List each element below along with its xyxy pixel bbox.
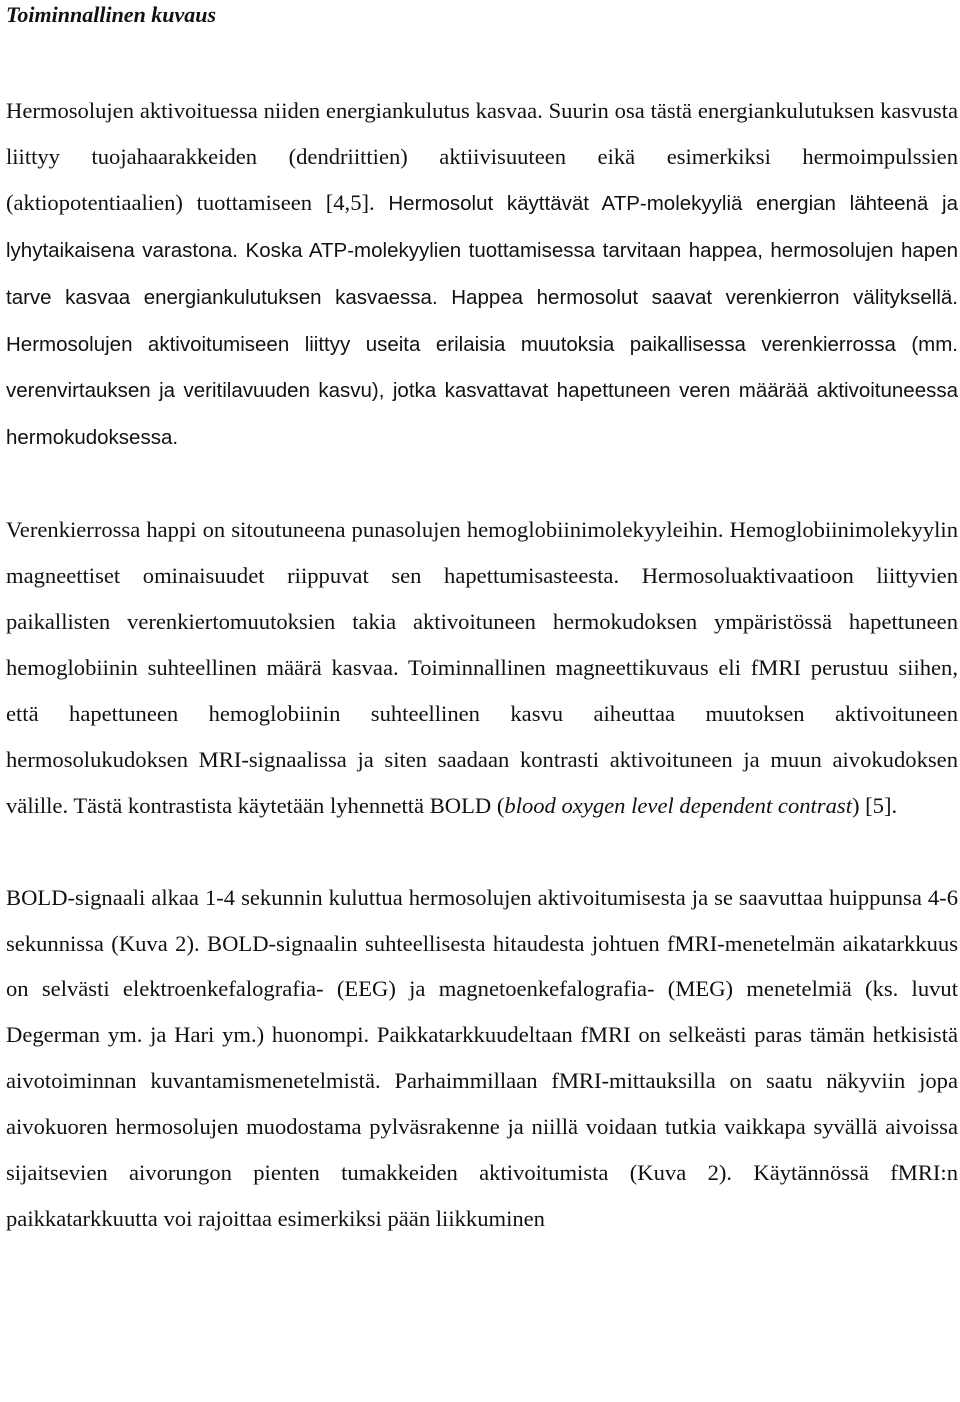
paragraph-3 [6, 875, 958, 1242]
paragraph-1-text-a: Hermosolujen aktivoituessa niiden energiankulutus kasvaa. Suurin osa tästä energiankulutuksen kasvusta liittyy tuojahaarakkeiden (dendriittien) aktiivisuuteen eikä esimerkiksi hermoimpulssien (aktiopotentiaalien) tuottamiseen [4,5]. [6, 98, 958, 215]
paragraph-2-text-c: ) [5]. [851, 792, 898, 818]
spacer [6, 30, 958, 88]
paragraph-2 [6, 507, 958, 828]
document-page [6, 0, 958, 1242]
paragraph-3-text: BOLD-signaali alkaa 1-4 sekunnin kuluttua hermosolujen aktivoitumisesta ja se saavuttaa huippunsa 4-6 sekunnissa (Kuva 2). BOLD-signaalin suhteellisesta hitaudesta johtuen fMRI-menetelmän aikatarkkuus on selvästi elektroenkefalografia- (EEG) ja magnetoenkefalografia- (MEG) menetelmiä (ks. luvut Degerman ym. ja Hari ym.) huonompi. Paikkatarkkuudeltaan fMRI on selkeästi paras tämän hetkisistä aivotoiminnan kuvantamismenetelmistä. Parhaimmillaan fMRI-mittauksilla on saatu näkyviin jopa aivokuoren hermosolujen muodostama pylväsrakenne ja niillä voidaan tutkia vaikkapa syvällä aivoissa sijaitsevien aivorungon pienten tumakkeiden aktivoitumista (Kuva 2). Käytännössä fMRI:n paikkatarkkuutta voi rajoittaa esimerkiksi pään liikkuminen [6, 884, 958, 1231]
paragraph-1 [6, 88, 958, 461]
spacer [6, 461, 958, 507]
paragraph-1-text-b: Hermosolut käyttävät ATP-molekyyliä energian lähteenä ja lyhytaikaisena varastona. Koska ATP-molekyylien tuottamisessa tarvitaan happea, hermosolujen hapen tarve kasvaa energiankulutuksen kasvaessa. Happea hermosolut saavat verenkierron välityksellä. Hermosolujen aktivoitumiseen liittyy useita erilaisia muutoksia paikallisessa verenkierrossa (mm. verenvirtauksen ja veritilavuuden kasvu), jotka kasvattavat hapettuneen veren määrää aktivoituneessa hermokudoksessa. [6, 191, 959, 450]
paragraph-2-text-a: Verenkierrossa happi on sitoutuneena punasolujen hemoglobiinimolekyyleihin. Hemoglobiinimolekyylin magneettiset ominaisuudet riippuvat sen hapettumisasteesta. Hermosoluaktivaatioon liittyvien paikallisten verenkiertomuutoksien takia aktivoituneen hermokudoksen ympäristössä hapettuneen hemoglobiinin suhteellinen määrä kasvaa. Toiminnallinen magneettikuvaus eli fMRI perustuu siihen, että hapettuneen hemoglobiinin suhteellinen kasvu aiheuttaa muutoksen aktivoituneen hermosolukudoksen MRI-signaalissa ja siten saadaan kontrasti aktivoituneen ja muun aivokudoksen välille. Tästä kontrastista käytetään lyhennettä BOLD ( [6, 517, 958, 818]
paragraph-2-italic-term: blood oxygen level dependent contrast [504, 792, 852, 818]
section-heading: Toiminnallinen kuvaus [6, 2, 217, 27]
spacer [6, 829, 958, 875]
